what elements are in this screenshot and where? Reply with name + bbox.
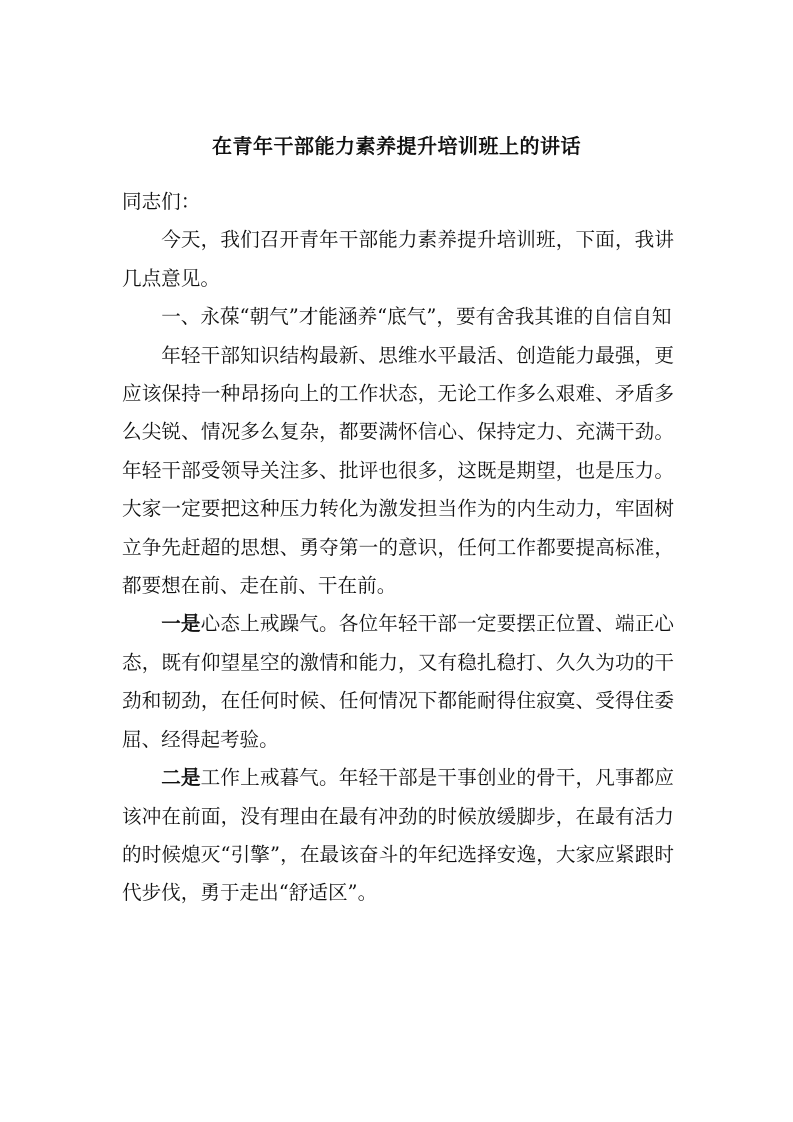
point-two-lead: 二是 <box>161 766 201 790</box>
paragraph-opening: 今天，我们召开青年干部能力素养提升培训班，下面，我讲几点意见。 <box>122 228 674 290</box>
point-one-lead: 一是 <box>161 612 201 636</box>
paragraph-point-two <box>122 759 674 913</box>
salutation: 同志们： <box>122 190 201 213</box>
document-body <box>122 183 674 913</box>
paragraph-body: 年轻干部知识结构最新、思维水平最活、创造能力最强，更应该保持一种昂扬向上的工作状态，无论工作多么艰难、矛盾多么尖锐、情况多么复杂，都要满怀信心、保持定力、充满干劲。年轻干部受领导关注多、批评也很多，这既是期望，也是压力。大家一定要把这种压力转化为激发担当作为的内生动力，牢固树立争先赶超的思想、勇夺第一的意识，任何工作都要提高标准，都要想在前、走在前、干在前。 <box>122 343 674 598</box>
section-heading-one: 一、永葆“朝气”才能涵养“底气”，要有舍我其谁的自信自知 <box>161 305 672 329</box>
paragraph-point-one <box>122 605 674 759</box>
point-one-text: 心态上戒躁气。各位年轻干部一定要摆正位置、端正心态，既有仰望星空的激情和能力，又有稳扎稳打、久久为功的干劲和韧劲，在任何时候、任何情况下都能耐得住寂寞、受得住委屈、经得起考验。 <box>122 612 675 751</box>
point-two-text: 工作上戒暮气。年轻干部是干事创业的骨干，凡事都应该冲在前面，没有理由在最有冲劲的时候放缓脚步，在最有活力的时候熄灭“引擎”，在最该奋斗的年纪选择安逸，大家应紧跟时代步伐，勇于走出“舒适区”。 <box>122 766 675 905</box>
document-title: 在青年干部能力素养提升培训班上的讲话 <box>212 134 581 158</box>
